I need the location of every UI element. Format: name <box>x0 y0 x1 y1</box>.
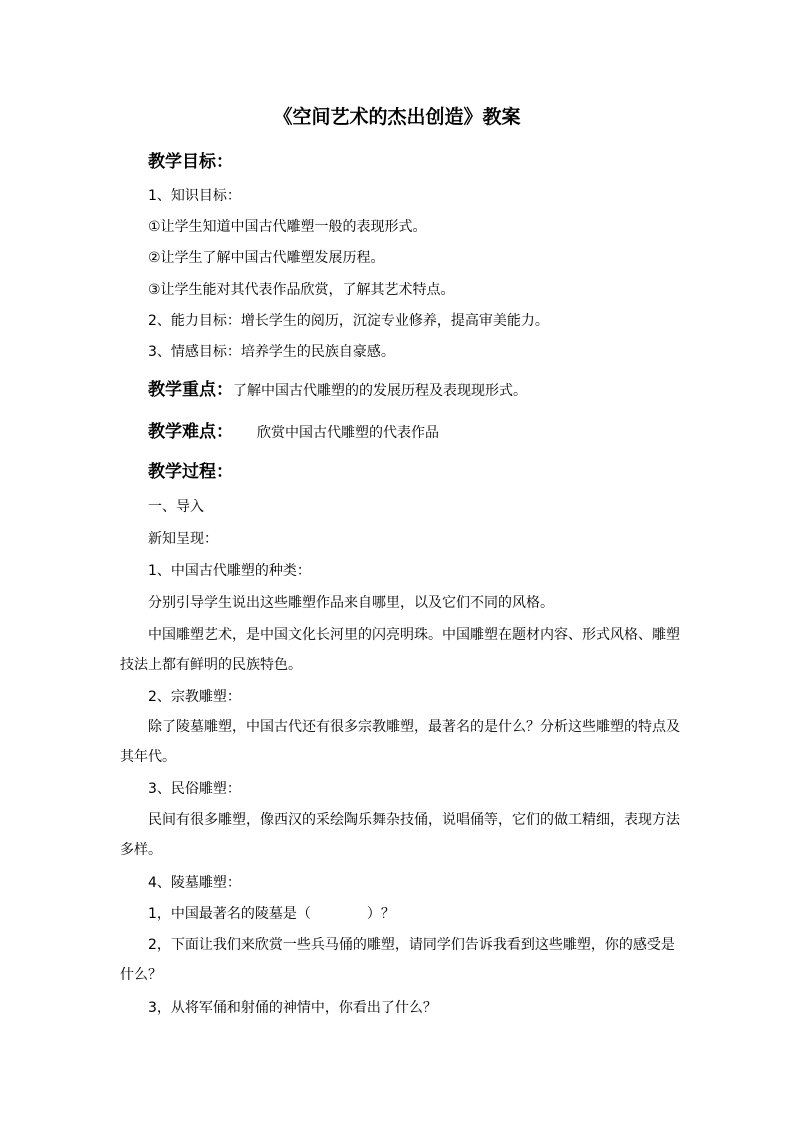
new-knowledge-title: 新知呈现： <box>148 531 218 547</box>
question-3: 3，从将军俑和射俑的神情中，你看出了什么？ <box>148 1000 437 1016</box>
difficulty-label: 教学难点： <box>148 422 233 442</box>
religious-paragraph-line-1: 除了陵墓雕塑，中国古代还有很多宗教雕塑，最著名的是什么？分析这些雕塑的特点及 <box>148 719 680 735</box>
knowledge-objective-title: 1、知识目标： <box>148 188 241 204</box>
difficulty-line <box>148 420 439 445</box>
key-point-line <box>148 378 527 403</box>
religious-title: 2、宗教雕塑： <box>148 689 241 705</box>
objectives-heading: 教学目标： <box>148 152 233 172</box>
question-1: 1，中国最著名的陵墓是（ ）？ <box>148 906 395 922</box>
question-2-line-2: 什么？ <box>120 967 162 983</box>
knowledge-item-3: ③让学生能对其代表作品欣赏，了解其艺术特点。 <box>148 282 455 298</box>
art-paragraph-line-1: 中国雕塑艺术，是中国文化长河里的闪亮明珠。中国雕塑在题材内容、形式风格、雕塑 <box>148 627 680 643</box>
difficulty-text: 欣赏中国古代雕塑的代表作品 <box>257 425 439 441</box>
types-paragraph: 分别引导学生说出这些雕塑作品来自哪里，以及它们不同的风格。 <box>148 595 554 611</box>
key-point-text: 了解中国古代雕塑的的发展历程及表现现形式。 <box>233 383 527 399</box>
ability-objective: 2、能力目标：增长学生的阅历，沉淀专业修养，提高审美能力。 <box>148 313 549 329</box>
types-title: 1、中国古代雕塑的种类： <box>148 563 311 579</box>
folk-paragraph-line-1: 民间有很多雕塑，像西汉的采绘陶乐舞杂技俑，说唱俑等，它们的做工精细，表现方法 <box>148 812 680 828</box>
folk-title: 3、民俗雕塑： <box>148 781 241 797</box>
tomb-title: 4、陵墓雕塑： <box>148 875 241 891</box>
knowledge-item-2: ②让学生了解中国古代雕塑发展历程。 <box>148 250 385 266</box>
question-2-line-1: 2，下面让我们来欣赏一些兵马俑的雕塑，请同学们告诉我看到这些雕塑，你的感受是 <box>148 937 675 953</box>
knowledge-item-1: ①让学生知道中国古代雕塑一般的表现形式。 <box>148 219 427 235</box>
art-paragraph-line-2: 技法上都有鲜明的民族特色。 <box>120 657 302 673</box>
religious-paragraph-line-2: 其年代。 <box>120 749 176 765</box>
folk-paragraph-line-2: 多样。 <box>120 842 162 858</box>
key-point-label: 教学重点： <box>148 380 233 400</box>
intro-title: 一、导入 <box>148 499 204 515</box>
page-title: 《空间艺术的杰出创造》教案 <box>273 106 521 128</box>
emotion-objective: 3、情感目标：培养学生的民族自豪感。 <box>148 344 395 360</box>
process-heading: 教学过程： <box>148 462 233 482</box>
